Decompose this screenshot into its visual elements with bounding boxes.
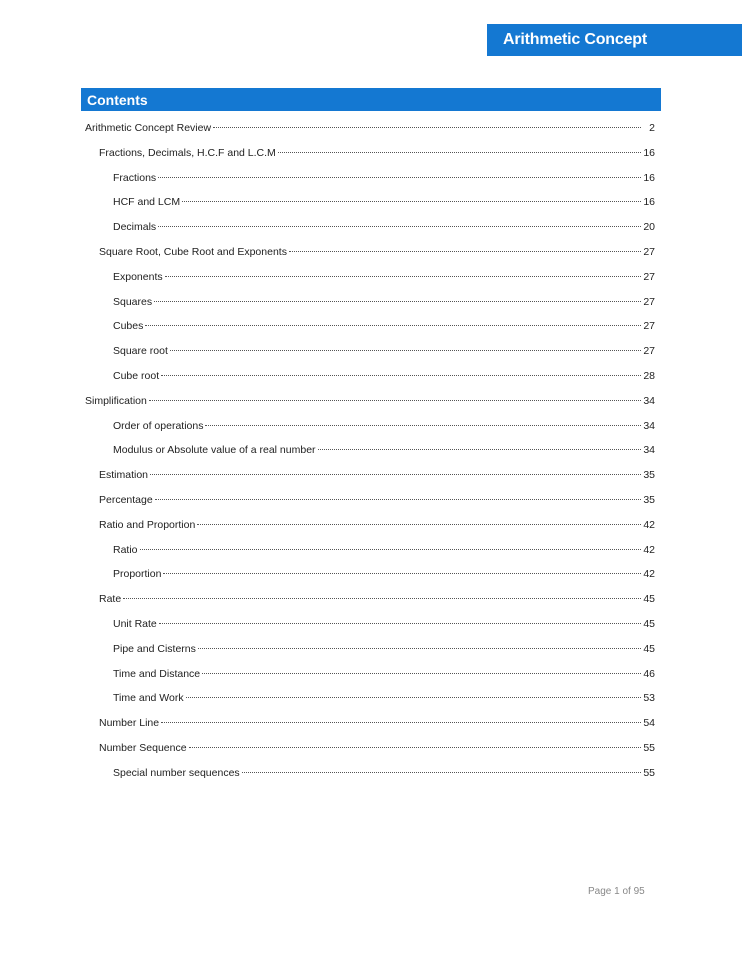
toc-entry-page: 35: [643, 493, 655, 506]
toc-entry[interactable]: [85, 562, 655, 587]
toc-entry-page: 34: [643, 394, 655, 407]
toc-entry[interactable]: [85, 736, 655, 761]
contents-heading: Contents: [87, 91, 148, 108]
toc-entry-page: 46: [643, 667, 655, 680]
toc-dot-leader: [163, 573, 641, 574]
toc-entry-page: 53: [643, 692, 655, 705]
toc-entry[interactable]: [85, 166, 655, 191]
toc-entry[interactable]: [85, 265, 655, 290]
toc-entry-page: 27: [643, 320, 655, 333]
toc-entry[interactable]: [85, 389, 655, 414]
toc-entry-label: Exponents: [113, 270, 163, 283]
toc-dot-leader: [150, 474, 641, 475]
toc-entry-label: Square Root, Cube Root and Exponents: [99, 245, 287, 258]
toc-entry[interactable]: [85, 438, 655, 463]
toc-entry-page: 54: [643, 717, 655, 730]
toc-entry-label: Simplification: [85, 394, 147, 407]
toc-entry-page: 35: [643, 469, 655, 482]
toc-entry[interactable]: [85, 240, 655, 265]
toc-entry[interactable]: [85, 711, 655, 736]
toc-entry-label: Order of operations: [113, 419, 204, 432]
toc-entry-page: 16: [643, 146, 655, 159]
toc-entry-page: 42: [643, 543, 655, 556]
toc-entry-page: 16: [643, 171, 655, 184]
toc-entry[interactable]: [85, 662, 655, 687]
toc-entry[interactable]: [85, 364, 655, 389]
toc-entry[interactable]: [85, 116, 655, 141]
toc-dot-leader: [198, 648, 641, 649]
toc-entry-page: 27: [643, 245, 655, 258]
toc-entry[interactable]: [85, 538, 655, 563]
toc-dot-leader: [123, 598, 641, 599]
toc-entry-label: Ratio: [113, 543, 138, 556]
toc-entry-page: 55: [643, 741, 655, 754]
toc-entry-label: Number Sequence: [99, 741, 187, 754]
toc-entry-label: Squares: [113, 295, 153, 308]
toc-entry-label: Cubes: [113, 320, 144, 333]
toc-entry-label: HCF and LCM: [113, 196, 181, 209]
toc-entry-label: Time and Work: [113, 692, 184, 705]
toc-entry[interactable]: [85, 637, 655, 662]
toc-entry-label: Ratio and Proportion: [99, 518, 196, 531]
toc-entry[interactable]: [85, 314, 655, 339]
toc-entry-page: 16: [643, 196, 655, 209]
toc-dot-leader: [213, 127, 641, 128]
toc-entry[interactable]: [85, 513, 655, 538]
toc-entry-page: 45: [643, 617, 655, 630]
toc-dot-leader: [278, 152, 641, 153]
toc-dot-leader: [202, 673, 641, 674]
toc-entry-label: Square root: [113, 345, 168, 358]
toc-entry-page: 27: [643, 345, 655, 358]
toc-entry-label: Fractions: [113, 171, 157, 184]
toc-entry-label: Fractions, Decimals, H.C.F and L.C.M: [99, 146, 276, 159]
toc-entry-page: 42: [643, 568, 655, 581]
toc-entry-page: 28: [643, 369, 655, 382]
toc-dot-leader: [145, 325, 641, 326]
toc-entry-label: Rate: [99, 593, 122, 606]
toc-dot-leader: [189, 747, 641, 748]
toc-entry-label: Number Line: [99, 717, 160, 730]
toc-dot-leader: [140, 549, 641, 550]
toc-entry-page: 27: [643, 295, 655, 308]
toc-entry[interactable]: [85, 290, 655, 315]
toc-entry[interactable]: [85, 339, 655, 364]
toc-entry-page: 45: [643, 593, 655, 606]
toc-entry[interactable]: [85, 215, 655, 240]
toc-entry-page: 27: [643, 270, 655, 283]
toc-entry-label: Time and Distance: [113, 667, 201, 680]
toc-entry-label: Modulus or Absolute value of a real number: [113, 444, 316, 457]
toc-dot-leader: [149, 400, 641, 401]
toc-entry-label: Special number sequences: [113, 766, 240, 779]
toc-entry-label: Unit Rate: [113, 617, 157, 630]
toc-entry[interactable]: [85, 587, 655, 612]
toc-entry[interactable]: [85, 686, 655, 711]
toc-entry-page: 34: [643, 444, 655, 457]
toc-entry-label: Percentage: [99, 493, 153, 506]
toc-dot-leader: [197, 524, 641, 525]
toc-dot-leader: [205, 425, 641, 426]
toc-entry[interactable]: [85, 761, 655, 786]
toc-dot-leader: [155, 499, 641, 500]
toc-dot-leader: [165, 276, 641, 277]
header-title-tab: [487, 24, 742, 56]
toc-entry[interactable]: [85, 488, 655, 513]
toc-entry-label: Estimation: [99, 469, 149, 482]
toc-dot-leader: [289, 251, 641, 252]
toc-entry-page: 34: [643, 419, 655, 432]
toc-entry-label: Decimals: [113, 221, 157, 234]
toc-dot-leader: [161, 722, 641, 723]
toc-dot-leader: [158, 177, 641, 178]
toc-entry-label: Proportion: [113, 568, 162, 581]
toc-entry[interactable]: [85, 463, 655, 488]
toc-dot-leader: [318, 449, 641, 450]
toc-dot-leader: [161, 375, 641, 376]
toc-dot-leader: [242, 772, 641, 773]
toc-entry-page: 2: [649, 122, 655, 134]
toc-dot-leader: [186, 697, 641, 698]
toc-entry[interactable]: [85, 141, 655, 166]
toc-entry-label: Cube root: [113, 369, 160, 382]
toc-dot-leader: [182, 201, 641, 202]
header-title: Arithmetic Concept: [503, 31, 647, 48]
toc-entry-page: 42: [643, 518, 655, 531]
toc-dot-leader: [170, 350, 641, 351]
toc-entry-page: 55: [643, 766, 655, 779]
toc-entry-label: Arithmetic Concept Review: [85, 122, 212, 134]
toc-dot-leader: [158, 226, 641, 227]
toc-entry-page: 45: [643, 642, 655, 655]
toc-dot-leader: [154, 301, 641, 302]
page-number: Page 1 of 95: [588, 886, 645, 897]
toc-dot-leader: [159, 623, 641, 624]
toc-entry[interactable]: [85, 190, 655, 215]
toc-entry[interactable]: [85, 612, 655, 637]
contents-heading-bar: [81, 88, 661, 111]
toc-entry[interactable]: [85, 414, 655, 439]
toc-entry-label: Pipe and Cisterns: [113, 642, 196, 655]
table-of-contents: [85, 116, 655, 786]
toc-entry-page: 20: [643, 221, 655, 234]
